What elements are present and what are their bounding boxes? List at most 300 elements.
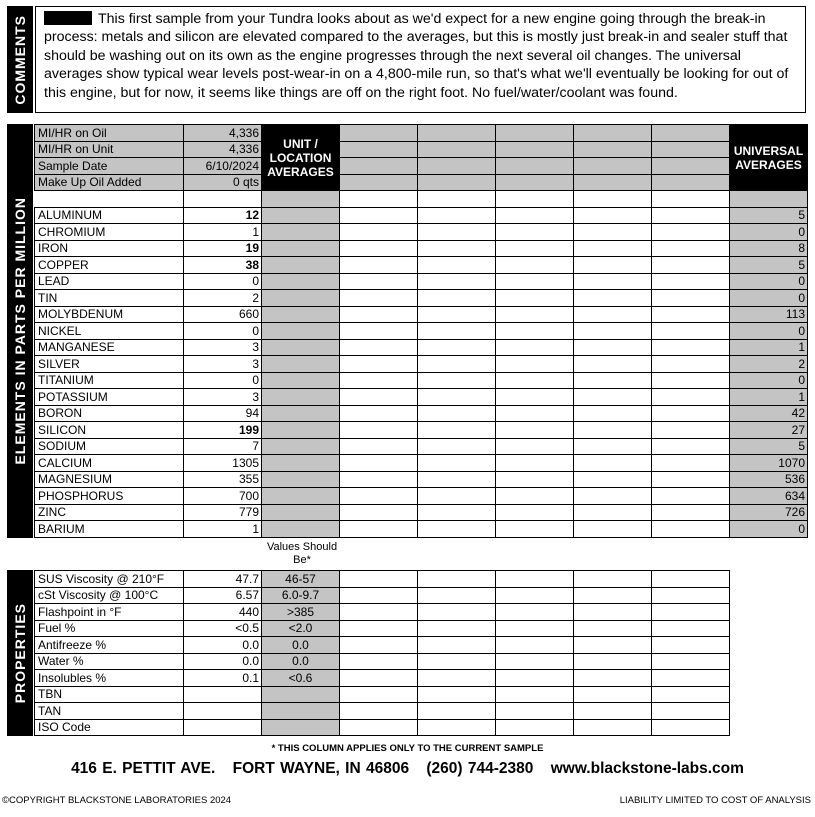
element-value: 0 bbox=[184, 273, 262, 290]
property-row bbox=[35, 653, 730, 670]
universal-average-value: 0 bbox=[730, 372, 808, 389]
sample-column-cell bbox=[418, 141, 496, 158]
element-name: BORON bbox=[35, 405, 184, 422]
element-row bbox=[35, 323, 808, 340]
sample-column-cell bbox=[340, 290, 418, 307]
element-value: 1 bbox=[184, 224, 262, 241]
unit-average-cell bbox=[262, 306, 340, 323]
sample-column-cell bbox=[418, 240, 496, 257]
element-value: 3 bbox=[184, 356, 262, 373]
universal-average-value: 1 bbox=[730, 389, 808, 406]
lab-address bbox=[0, 760, 815, 778]
element-name: SILVER bbox=[35, 356, 184, 373]
sample-column-cell bbox=[418, 587, 496, 604]
sample-column-cell bbox=[340, 339, 418, 356]
sample-column-cell bbox=[574, 257, 652, 274]
sample-column-cell bbox=[652, 339, 730, 356]
element-name: TITANIUM bbox=[35, 372, 184, 389]
redacted-name bbox=[44, 11, 92, 25]
sample-column-cell bbox=[574, 240, 652, 257]
property-row bbox=[35, 686, 730, 703]
sample-column-cell bbox=[340, 471, 418, 488]
sample-column-cell bbox=[340, 224, 418, 241]
sample-column-cell bbox=[340, 504, 418, 521]
element-value: 38 bbox=[184, 257, 262, 274]
sample-column-cell bbox=[496, 141, 574, 158]
sample-column-cell bbox=[418, 224, 496, 241]
sample-column-cell bbox=[418, 323, 496, 340]
property-name: cSt Viscosity @ 100°C bbox=[35, 587, 184, 604]
sample-column-cell bbox=[496, 290, 574, 307]
universal-average-value: 2 bbox=[730, 356, 808, 373]
liability-notice: LIABILITY LIMITED TO COST OF ANALYSIS bbox=[619, 795, 811, 806]
sample-column-cell bbox=[418, 290, 496, 307]
sample-column-cell bbox=[496, 257, 574, 274]
properties-side-label bbox=[7, 570, 33, 736]
element-row bbox=[35, 207, 808, 224]
address-city: FORT WAYNE, IN 46806 bbox=[232, 760, 410, 777]
copyright-notice: ©COPYRIGHT BLACKSTONE LABORATORIES 2024 bbox=[2, 795, 232, 806]
sample-column-cell bbox=[340, 405, 418, 422]
sample-column-cell bbox=[496, 571, 574, 588]
property-name: Water % bbox=[35, 653, 184, 670]
sample-column-cell bbox=[574, 471, 652, 488]
element-value: 94 bbox=[184, 405, 262, 422]
universal-average-value: 0 bbox=[730, 323, 808, 340]
property-should-be bbox=[262, 719, 340, 736]
sample-column-cell bbox=[574, 224, 652, 241]
universal-average-value: 8 bbox=[730, 240, 808, 257]
sample-column-cell bbox=[418, 422, 496, 439]
sample-column-cell bbox=[496, 504, 574, 521]
element-name: CHROMIUM bbox=[35, 224, 184, 241]
spacer-cell bbox=[340, 191, 418, 208]
sample-column-cell bbox=[496, 224, 574, 241]
unit-average-cell bbox=[262, 438, 340, 455]
sample-column-cell bbox=[652, 356, 730, 373]
unit-average-cell bbox=[262, 323, 340, 340]
sample-column-cell bbox=[496, 637, 574, 654]
sample-column-cell bbox=[574, 306, 652, 323]
sample-column-cell bbox=[574, 587, 652, 604]
sample-column-cell bbox=[340, 719, 418, 736]
header-row-label: MI/HR on Unit bbox=[35, 141, 184, 158]
element-value: 199 bbox=[184, 422, 262, 439]
sample-column-cell bbox=[574, 405, 652, 422]
element-value: 1305 bbox=[184, 455, 262, 472]
property-row bbox=[35, 571, 730, 588]
lab-phone: (260) 744-2380 bbox=[426, 760, 534, 777]
sample-column-cell bbox=[574, 125, 652, 142]
sample-column-cell bbox=[340, 174, 418, 191]
sample-column-cell bbox=[652, 158, 730, 175]
header-row bbox=[35, 174, 808, 191]
sample-column-cell bbox=[496, 356, 574, 373]
sample-column-cell bbox=[652, 604, 730, 621]
element-name: PHOSPHORUS bbox=[35, 488, 184, 505]
sample-column-cell bbox=[652, 703, 730, 720]
sample-column-cell bbox=[574, 637, 652, 654]
sample-column-cell bbox=[496, 455, 574, 472]
sample-column-cell bbox=[496, 306, 574, 323]
sample-column-cell bbox=[340, 356, 418, 373]
universal-average-value: 0 bbox=[730, 521, 808, 538]
header-row-label: Sample Date bbox=[35, 158, 184, 175]
sample-column-cell bbox=[574, 339, 652, 356]
spacer-cell bbox=[574, 191, 652, 208]
sample-column-cell bbox=[574, 273, 652, 290]
element-row bbox=[35, 504, 808, 521]
sample-column-cell bbox=[418, 719, 496, 736]
sample-column-cell bbox=[652, 224, 730, 241]
header-row-value: 4,336 bbox=[184, 125, 262, 142]
property-should-be: 6.0-9.7 bbox=[262, 587, 340, 604]
element-name: MANGANESE bbox=[35, 339, 184, 356]
sample-column-cell bbox=[418, 521, 496, 538]
unit-average-cell bbox=[262, 224, 340, 241]
universal-average-value: 0 bbox=[730, 290, 808, 307]
sample-column-cell bbox=[340, 653, 418, 670]
spacer-cell bbox=[184, 191, 262, 208]
sample-column-cell bbox=[574, 620, 652, 637]
property-row bbox=[35, 604, 730, 621]
sample-column-cell bbox=[340, 207, 418, 224]
sample-column-cell bbox=[340, 422, 418, 439]
property-row bbox=[35, 719, 730, 736]
sample-column-cell bbox=[652, 438, 730, 455]
property-name: SUS Viscosity @ 210°F bbox=[35, 571, 184, 588]
unit-average-cell bbox=[262, 207, 340, 224]
sample-column-cell bbox=[418, 455, 496, 472]
sample-column-cell bbox=[652, 471, 730, 488]
property-row bbox=[35, 637, 730, 654]
property-name: ISO Code bbox=[35, 719, 184, 736]
unit-average-cell bbox=[262, 339, 340, 356]
sample-column-cell bbox=[652, 125, 730, 142]
element-name: CALCIUM bbox=[35, 455, 184, 472]
sample-column-cell bbox=[496, 488, 574, 505]
sample-column-cell bbox=[574, 455, 652, 472]
sample-column-cell bbox=[574, 604, 652, 621]
sample-column-cell bbox=[652, 587, 730, 604]
universal-averages-header: UNIVERSAL AVERAGES bbox=[730, 125, 808, 191]
element-name: MOLYBDENUM bbox=[35, 306, 184, 323]
sample-column-cell bbox=[652, 273, 730, 290]
sample-column-cell bbox=[652, 306, 730, 323]
sample-column-cell bbox=[418, 571, 496, 588]
element-row bbox=[35, 389, 808, 406]
property-value: 440 bbox=[184, 604, 262, 621]
sample-column-cell bbox=[574, 372, 652, 389]
element-row bbox=[35, 356, 808, 373]
header-row-value: 0 qts bbox=[184, 174, 262, 191]
spacer-row bbox=[35, 191, 808, 208]
property-should-be: >385 bbox=[262, 604, 340, 621]
sample-column-cell bbox=[418, 125, 496, 142]
property-value bbox=[184, 719, 262, 736]
property-should-be: 46-57 bbox=[262, 571, 340, 588]
property-name: Antifreeze % bbox=[35, 637, 184, 654]
sample-column-cell bbox=[418, 257, 496, 274]
sample-column-cell bbox=[496, 719, 574, 736]
element-row bbox=[35, 273, 808, 290]
sample-column-cell bbox=[574, 207, 652, 224]
elements-label-text: ELEMENTS IN PARTS PER MILLION bbox=[12, 197, 28, 465]
sample-column-cell bbox=[574, 653, 652, 670]
sample-column-cell bbox=[652, 422, 730, 439]
sample-column-cell bbox=[496, 620, 574, 637]
element-value: 660 bbox=[184, 306, 262, 323]
sample-column-cell bbox=[340, 141, 418, 158]
sample-column-cell bbox=[652, 488, 730, 505]
sample-column-cell bbox=[340, 637, 418, 654]
sample-column-cell bbox=[496, 686, 574, 703]
sample-column-cell bbox=[496, 174, 574, 191]
universal-average-value: 42 bbox=[730, 405, 808, 422]
element-row bbox=[35, 438, 808, 455]
property-should-be bbox=[262, 703, 340, 720]
sample-column-cell bbox=[496, 323, 574, 340]
property-value: 6.57 bbox=[184, 587, 262, 604]
unit-average-cell bbox=[262, 455, 340, 472]
column-footnote: * THIS COLUMN APPLIES ONLY TO THE CURRENT SAMPLE bbox=[271, 743, 544, 754]
universal-average-value: 0 bbox=[730, 273, 808, 290]
sample-column-cell bbox=[418, 158, 496, 175]
sample-column-cell bbox=[340, 604, 418, 621]
element-row bbox=[35, 471, 808, 488]
property-should-be bbox=[262, 686, 340, 703]
sample-column-cell bbox=[652, 323, 730, 340]
element-name: MAGNESIUM bbox=[35, 471, 184, 488]
universal-average-value: 634 bbox=[730, 488, 808, 505]
property-row bbox=[35, 703, 730, 720]
element-row bbox=[35, 224, 808, 241]
spacer-cell bbox=[262, 191, 340, 208]
sample-column-cell bbox=[496, 207, 574, 224]
sample-column-cell bbox=[652, 670, 730, 687]
unit-average-cell bbox=[262, 389, 340, 406]
sample-column-cell bbox=[496, 521, 574, 538]
property-name: Insolubles % bbox=[35, 670, 184, 687]
sample-column-cell bbox=[496, 471, 574, 488]
sample-column-cell bbox=[652, 653, 730, 670]
sample-column-cell bbox=[574, 686, 652, 703]
unit-average-cell bbox=[262, 372, 340, 389]
property-value: 0.0 bbox=[184, 637, 262, 654]
sample-column-cell bbox=[574, 504, 652, 521]
header-row-label: Make Up Oil Added bbox=[35, 174, 184, 191]
element-value: 12 bbox=[184, 207, 262, 224]
property-rows bbox=[35, 571, 730, 736]
property-should-be: <0.6 bbox=[262, 670, 340, 687]
universal-average-value: 5 bbox=[730, 207, 808, 224]
sample-column-cell bbox=[496, 604, 574, 621]
header-row-value: 6/10/2024 bbox=[184, 158, 262, 175]
sample-column-cell bbox=[340, 158, 418, 175]
element-value: 1 bbox=[184, 521, 262, 538]
unit-average-cell bbox=[262, 405, 340, 422]
property-should-be: 0.0 bbox=[262, 653, 340, 670]
sample-column-cell bbox=[340, 372, 418, 389]
header-row-value: 4,336 bbox=[184, 141, 262, 158]
sample-column-cell bbox=[652, 174, 730, 191]
sample-column-cell bbox=[340, 455, 418, 472]
property-value: 0.0 bbox=[184, 653, 262, 670]
element-value: 3 bbox=[184, 339, 262, 356]
sample-column-cell bbox=[652, 372, 730, 389]
sample-column-cell bbox=[652, 620, 730, 637]
sample-column-cell bbox=[340, 257, 418, 274]
sample-column-cell bbox=[418, 604, 496, 621]
sample-column-cell bbox=[574, 488, 652, 505]
sample-column-cell bbox=[574, 422, 652, 439]
sample-column-cell bbox=[418, 306, 496, 323]
sample-column-cell bbox=[418, 207, 496, 224]
element-value: 355 bbox=[184, 471, 262, 488]
unit-average-cell bbox=[262, 240, 340, 257]
element-name: SODIUM bbox=[35, 438, 184, 455]
property-name: Fuel % bbox=[35, 620, 184, 637]
sample-column-cell bbox=[652, 455, 730, 472]
element-value: 3 bbox=[184, 389, 262, 406]
header-row-label: MI/HR on Oil bbox=[35, 125, 184, 142]
sample-column-cell bbox=[496, 158, 574, 175]
element-row bbox=[35, 290, 808, 307]
element-row bbox=[35, 455, 808, 472]
sample-column-cell bbox=[496, 125, 574, 142]
sample-column-cell bbox=[652, 571, 730, 588]
sample-column-cell bbox=[652, 521, 730, 538]
comments-label-text: COMMENTS bbox=[12, 14, 28, 105]
lab-website: www.blackstone-labs.com bbox=[550, 760, 744, 777]
unit-average-cell bbox=[262, 273, 340, 290]
sample-column-cell bbox=[496, 240, 574, 257]
element-rows bbox=[35, 207, 808, 537]
sample-column-cell bbox=[340, 306, 418, 323]
sample-column-cell bbox=[418, 438, 496, 455]
sample-column-cell bbox=[574, 703, 652, 720]
sample-column-cell bbox=[496, 405, 574, 422]
sample-column-cell bbox=[418, 273, 496, 290]
universal-average-value: 113 bbox=[730, 306, 808, 323]
sample-column-cell bbox=[340, 521, 418, 538]
sample-column-cell bbox=[496, 587, 574, 604]
property-value: 47.7 bbox=[184, 571, 262, 588]
sample-column-cell bbox=[574, 389, 652, 406]
sample-column-cell bbox=[652, 405, 730, 422]
sample-column-cell bbox=[496, 339, 574, 356]
sample-column-cell bbox=[652, 389, 730, 406]
sample-column-cell bbox=[418, 405, 496, 422]
sample-column-cell bbox=[652, 686, 730, 703]
sample-column-cell bbox=[418, 686, 496, 703]
spacer-cell bbox=[730, 191, 808, 208]
element-name: TIN bbox=[35, 290, 184, 307]
element-value: 19 bbox=[184, 240, 262, 257]
sample-column-cell bbox=[340, 686, 418, 703]
properties-label-text: PROPERTIES bbox=[12, 602, 28, 704]
sample-column-cell bbox=[340, 125, 418, 142]
sample-column-cell bbox=[418, 620, 496, 637]
sample-column-cell bbox=[652, 240, 730, 257]
sample-column-cell bbox=[574, 290, 652, 307]
element-name: SILICON bbox=[35, 422, 184, 439]
sample-column-cell bbox=[574, 521, 652, 538]
sample-column-cell bbox=[496, 438, 574, 455]
universal-average-value: 27 bbox=[730, 422, 808, 439]
spacer-cell bbox=[418, 191, 496, 208]
property-value: <0.5 bbox=[184, 620, 262, 637]
property-row bbox=[35, 620, 730, 637]
universal-average-value: 726 bbox=[730, 504, 808, 521]
spacer-cell bbox=[35, 191, 184, 208]
sample-column-cell bbox=[418, 670, 496, 687]
element-name: ZINC bbox=[35, 504, 184, 521]
universal-average-value: 1 bbox=[730, 339, 808, 356]
sample-column-cell bbox=[574, 571, 652, 588]
sample-column-cell bbox=[418, 637, 496, 654]
element-row bbox=[35, 339, 808, 356]
sample-column-cell bbox=[340, 571, 418, 588]
comments-side-label bbox=[7, 6, 33, 113]
sample-column-cell bbox=[418, 174, 496, 191]
sample-column-cell bbox=[652, 719, 730, 736]
unit-average-cell bbox=[262, 290, 340, 307]
sample-column-cell bbox=[340, 488, 418, 505]
property-name: TAN bbox=[35, 703, 184, 720]
unit-average-cell bbox=[262, 488, 340, 505]
sample-column-cell bbox=[652, 637, 730, 654]
header-row bbox=[35, 158, 808, 175]
unit-average-cell bbox=[262, 356, 340, 373]
sample-column-cell bbox=[418, 488, 496, 505]
property-row bbox=[35, 587, 730, 604]
property-should-be: 0.0 bbox=[262, 637, 340, 654]
sample-column-cell bbox=[418, 653, 496, 670]
values-should-be-header: Values Should Be* bbox=[266, 541, 338, 566]
comments-text: This first sample from your Tundra looks about as we'd expect for a new engine going through the break-in process: metals and silicon are elevated compared to the averages, but this is mostly just break-in and sealer stuff that should be washing out on its own as the engine progresses through the next several oil changes. The universal averages show typical wear levels post-wear-in on a 4,800-mile run, so that's what we'll eventually be looking for out of this engine, but for now, it seems like things are off on the right foot. No fuel/water/coolant was found. bbox=[44, 11, 789, 101]
element-name: LEAD bbox=[35, 273, 184, 290]
element-name: COPPER bbox=[35, 257, 184, 274]
unit-average-cell bbox=[262, 471, 340, 488]
sample-column-cell bbox=[340, 389, 418, 406]
sample-column-cell bbox=[574, 719, 652, 736]
spacer-cell bbox=[496, 191, 574, 208]
element-value: 7 bbox=[184, 438, 262, 455]
sample-column-cell bbox=[574, 174, 652, 191]
element-row bbox=[35, 488, 808, 505]
sample-column-cell bbox=[574, 158, 652, 175]
universal-average-value: 1070 bbox=[730, 455, 808, 472]
element-value: 2 bbox=[184, 290, 262, 307]
element-name: POTASSIUM bbox=[35, 389, 184, 406]
element-value: 700 bbox=[184, 488, 262, 505]
element-row bbox=[35, 422, 808, 439]
sample-column-cell bbox=[340, 670, 418, 687]
element-row bbox=[35, 405, 808, 422]
sample-column-cell bbox=[418, 504, 496, 521]
property-value bbox=[184, 686, 262, 703]
sample-column-cell bbox=[418, 703, 496, 720]
sample-column-cell bbox=[496, 273, 574, 290]
sample-column-cell bbox=[496, 703, 574, 720]
universal-average-value: 0 bbox=[730, 224, 808, 241]
sample-column-cell bbox=[652, 141, 730, 158]
sample-column-cell bbox=[340, 620, 418, 637]
property-name: TBN bbox=[35, 686, 184, 703]
sample-column-cell bbox=[496, 670, 574, 687]
sample-column-cell bbox=[340, 273, 418, 290]
